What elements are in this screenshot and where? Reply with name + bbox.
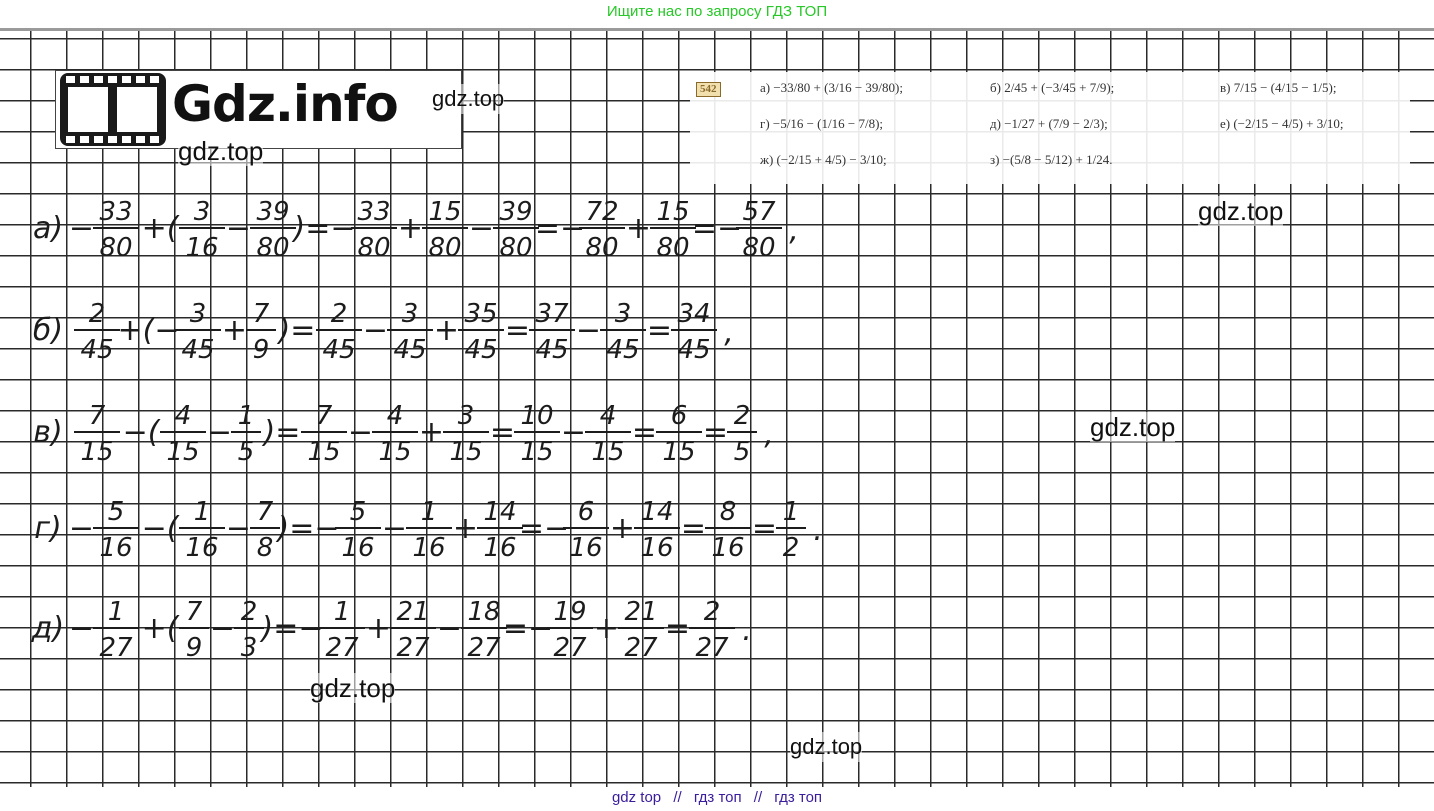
- numerator: 2: [88, 299, 106, 329]
- denominator: 5: [237, 437, 255, 467]
- footer-link[interactable]: gdz top: [611, 789, 662, 806]
- denominator: 80: [99, 233, 133, 263]
- operator: =: [646, 313, 673, 348]
- top-banner[interactable]: Ищите нас по запросу ГДЗ ТОП: [606, 3, 828, 20]
- denominator: 27: [325, 633, 359, 663]
- operator: +: [221, 313, 248, 348]
- denominator: 45: [464, 335, 498, 365]
- numerator: 7: [88, 401, 106, 431]
- end-mark: ,: [764, 417, 774, 452]
- numerator: 37: [535, 299, 569, 329]
- operator: +: [365, 611, 392, 646]
- operator: −: [225, 211, 252, 246]
- watermark: gdz.top: [310, 673, 396, 703]
- operator: +(: [141, 211, 179, 246]
- numerator: 72: [585, 197, 619, 227]
- operator: −: [225, 511, 252, 546]
- operator: )=−: [293, 211, 356, 246]
- denominator: 16: [483, 533, 517, 563]
- task-item: ж) (−2/15 + 4/5) − 3/10;: [760, 152, 887, 167]
- solution-label: г): [34, 511, 62, 546]
- operator: −: [468, 211, 495, 246]
- denominator: 8: [256, 533, 274, 563]
- footer-link[interactable]: гдз топ: [693, 789, 742, 806]
- denominator: 27: [695, 633, 729, 663]
- operator: +: [609, 511, 636, 546]
- numerator: 35: [464, 299, 498, 329]
- numerator: 5: [349, 497, 367, 527]
- numerator: 39: [256, 197, 290, 227]
- denominator: 16: [99, 533, 133, 563]
- numerator: 4: [386, 401, 404, 431]
- numerator: 5: [107, 497, 125, 527]
- operator: −: [347, 415, 374, 450]
- numerator: 7: [252, 299, 270, 329]
- numerator: 2: [240, 597, 258, 627]
- numerator: 10: [520, 401, 554, 431]
- numerator: 39: [499, 197, 533, 227]
- numerator: 21: [624, 597, 658, 627]
- numerator: 21: [396, 597, 430, 627]
- denominator: 3: [240, 633, 258, 663]
- denominator: 15: [520, 437, 554, 467]
- denominator: 16: [569, 533, 603, 563]
- operator: −: [68, 211, 95, 246]
- numerator: 1: [107, 597, 125, 627]
- denominator: 15: [449, 437, 483, 467]
- end-mark: ,: [789, 213, 799, 248]
- denominator: 16: [185, 233, 219, 263]
- operator: )=: [263, 415, 301, 450]
- operator: +: [433, 313, 460, 348]
- operator: +: [625, 211, 652, 246]
- denominator: 45: [677, 335, 711, 365]
- numerator: 8: [719, 497, 737, 527]
- denominator: 45: [80, 335, 114, 365]
- numerator: 3: [401, 299, 419, 329]
- solution-label: б): [32, 313, 64, 348]
- numerator: 7: [315, 401, 333, 431]
- denominator: 16: [412, 533, 446, 563]
- operator: =: [489, 415, 516, 450]
- end-mark: .: [742, 613, 752, 648]
- denominator: 45: [606, 335, 640, 365]
- footer-separator: //: [673, 789, 682, 806]
- denominator: 45: [181, 335, 215, 365]
- operator: =: [504, 313, 531, 348]
- numerator: 34: [677, 299, 711, 329]
- operator: =−: [502, 611, 554, 646]
- operator: −: [206, 415, 233, 450]
- solution-label: а): [32, 211, 64, 246]
- footer-link[interactable]: гдз топ: [774, 789, 823, 806]
- denominator: 16: [711, 533, 745, 563]
- denominator: 80: [256, 233, 290, 263]
- denominator: 27: [553, 633, 587, 663]
- operator: =: [680, 511, 707, 546]
- denominator: 27: [467, 633, 501, 663]
- numerator: 14: [483, 497, 517, 527]
- numerator: 1: [333, 597, 351, 627]
- numerator: 1: [193, 497, 211, 527]
- numerator: 14: [640, 497, 674, 527]
- denominator: 80: [585, 233, 619, 263]
- operator: +(−: [117, 313, 180, 348]
- watermark: gdz.top: [432, 84, 504, 114]
- denominator: 5: [733, 437, 751, 467]
- numerator: 1: [420, 497, 438, 527]
- denominator: 27: [396, 633, 430, 663]
- denominator: 80: [656, 233, 690, 263]
- operator: =−: [691, 211, 743, 246]
- operator: =: [664, 611, 691, 646]
- numerator: 4: [174, 401, 192, 431]
- operator: −: [68, 511, 95, 546]
- operator: −: [436, 611, 463, 646]
- numerator: 57: [742, 197, 776, 227]
- task-item: д) −1/27 + (7/9 − 2/3);: [990, 116, 1108, 131]
- numerator: 15: [656, 197, 690, 227]
- denominator: 15: [591, 437, 625, 467]
- numerator: 3: [189, 299, 207, 329]
- operator: )=−: [277, 511, 340, 546]
- denominator: 16: [341, 533, 375, 563]
- denominator: 9: [185, 633, 203, 663]
- operator: −(: [141, 511, 179, 546]
- numerator: 1: [782, 497, 800, 527]
- denominator: 80: [499, 233, 533, 263]
- numerator: 6: [670, 401, 688, 431]
- footer-links: [0, 785, 1434, 811]
- operator: +: [452, 511, 479, 546]
- denominator: 15: [80, 437, 114, 467]
- watermark: gdz.top: [1198, 196, 1284, 226]
- task-item: г) −5/16 − (1/16 − 7/8);: [760, 116, 884, 131]
- numerator: 1: [237, 401, 255, 431]
- denominator: 80: [742, 233, 776, 263]
- operator: =: [751, 511, 778, 546]
- denominator: 16: [640, 533, 674, 563]
- task-item: е) (−2/15 − 4/5) + 3/10;: [1220, 116, 1344, 131]
- task-item: з) −(5/8 − 5/12) + 1/24.: [990, 152, 1113, 167]
- operator: −: [362, 313, 389, 348]
- watermark: gdz.top: [790, 732, 862, 762]
- footer-separator: //: [753, 789, 763, 806]
- solution-label: д): [31, 611, 65, 646]
- denominator: 27: [624, 633, 658, 663]
- logo-text: Gdz.info: [172, 75, 398, 133]
- task-item: б) 2/45 + (−3/45 + 7/9);: [990, 80, 1115, 95]
- operator: =: [702, 415, 729, 450]
- operator: =−: [518, 511, 570, 546]
- operator: =: [631, 415, 658, 450]
- denominator: 15: [378, 437, 412, 467]
- numerator: 18: [467, 597, 501, 627]
- operator: −: [575, 313, 602, 348]
- task-item: в) 7/15 − (4/15 − 1/5);: [1220, 80, 1337, 95]
- numerator: 4: [599, 401, 617, 431]
- numerator: 6: [577, 497, 595, 527]
- denominator: 15: [166, 437, 200, 467]
- operator: +: [593, 611, 620, 646]
- solution-label: в): [33, 415, 63, 450]
- watermark: gdz.top: [178, 136, 264, 166]
- denominator: 15: [307, 437, 341, 467]
- numerator: 7: [185, 597, 203, 627]
- operator: )=: [278, 313, 316, 348]
- task-number: 542: [696, 82, 721, 97]
- denominator: 15: [662, 437, 696, 467]
- numerator: 19: [553, 597, 587, 627]
- numerator: 3: [193, 197, 211, 227]
- denominator: 80: [357, 233, 391, 263]
- numerator: 15: [428, 197, 462, 227]
- numerator: 33: [357, 197, 391, 227]
- denominator: 45: [322, 335, 356, 365]
- denominator: 80: [428, 233, 462, 263]
- operator: +(: [141, 611, 179, 646]
- operator: −: [68, 611, 95, 646]
- operator: +: [397, 211, 424, 246]
- numerator: 2: [703, 597, 721, 627]
- numerator: 2: [733, 401, 751, 431]
- denominator: 2: [782, 533, 800, 563]
- end-mark: .: [813, 513, 823, 548]
- operator: +: [418, 415, 445, 450]
- numerator: 2: [330, 299, 348, 329]
- operator: −: [560, 415, 587, 450]
- operator: =−: [534, 211, 586, 246]
- denominator: 45: [535, 335, 569, 365]
- denominator: 9: [252, 335, 270, 365]
- numerator: 33: [99, 197, 133, 227]
- denominator: 45: [393, 335, 427, 365]
- operator: −: [209, 611, 236, 646]
- numerator: 3: [614, 299, 632, 329]
- denominator: 16: [185, 533, 219, 563]
- task-item: а) −33/80 + (3/16 − 39/80);: [760, 80, 903, 95]
- operator: −: [381, 511, 408, 546]
- denominator: 27: [99, 633, 133, 663]
- operator: −(: [122, 415, 160, 450]
- watermark: gdz.top: [1090, 412, 1176, 442]
- end-mark: ,: [724, 315, 734, 350]
- numerator: 7: [256, 497, 274, 527]
- numerator: 3: [457, 401, 475, 431]
- operator: )=−: [261, 611, 324, 646]
